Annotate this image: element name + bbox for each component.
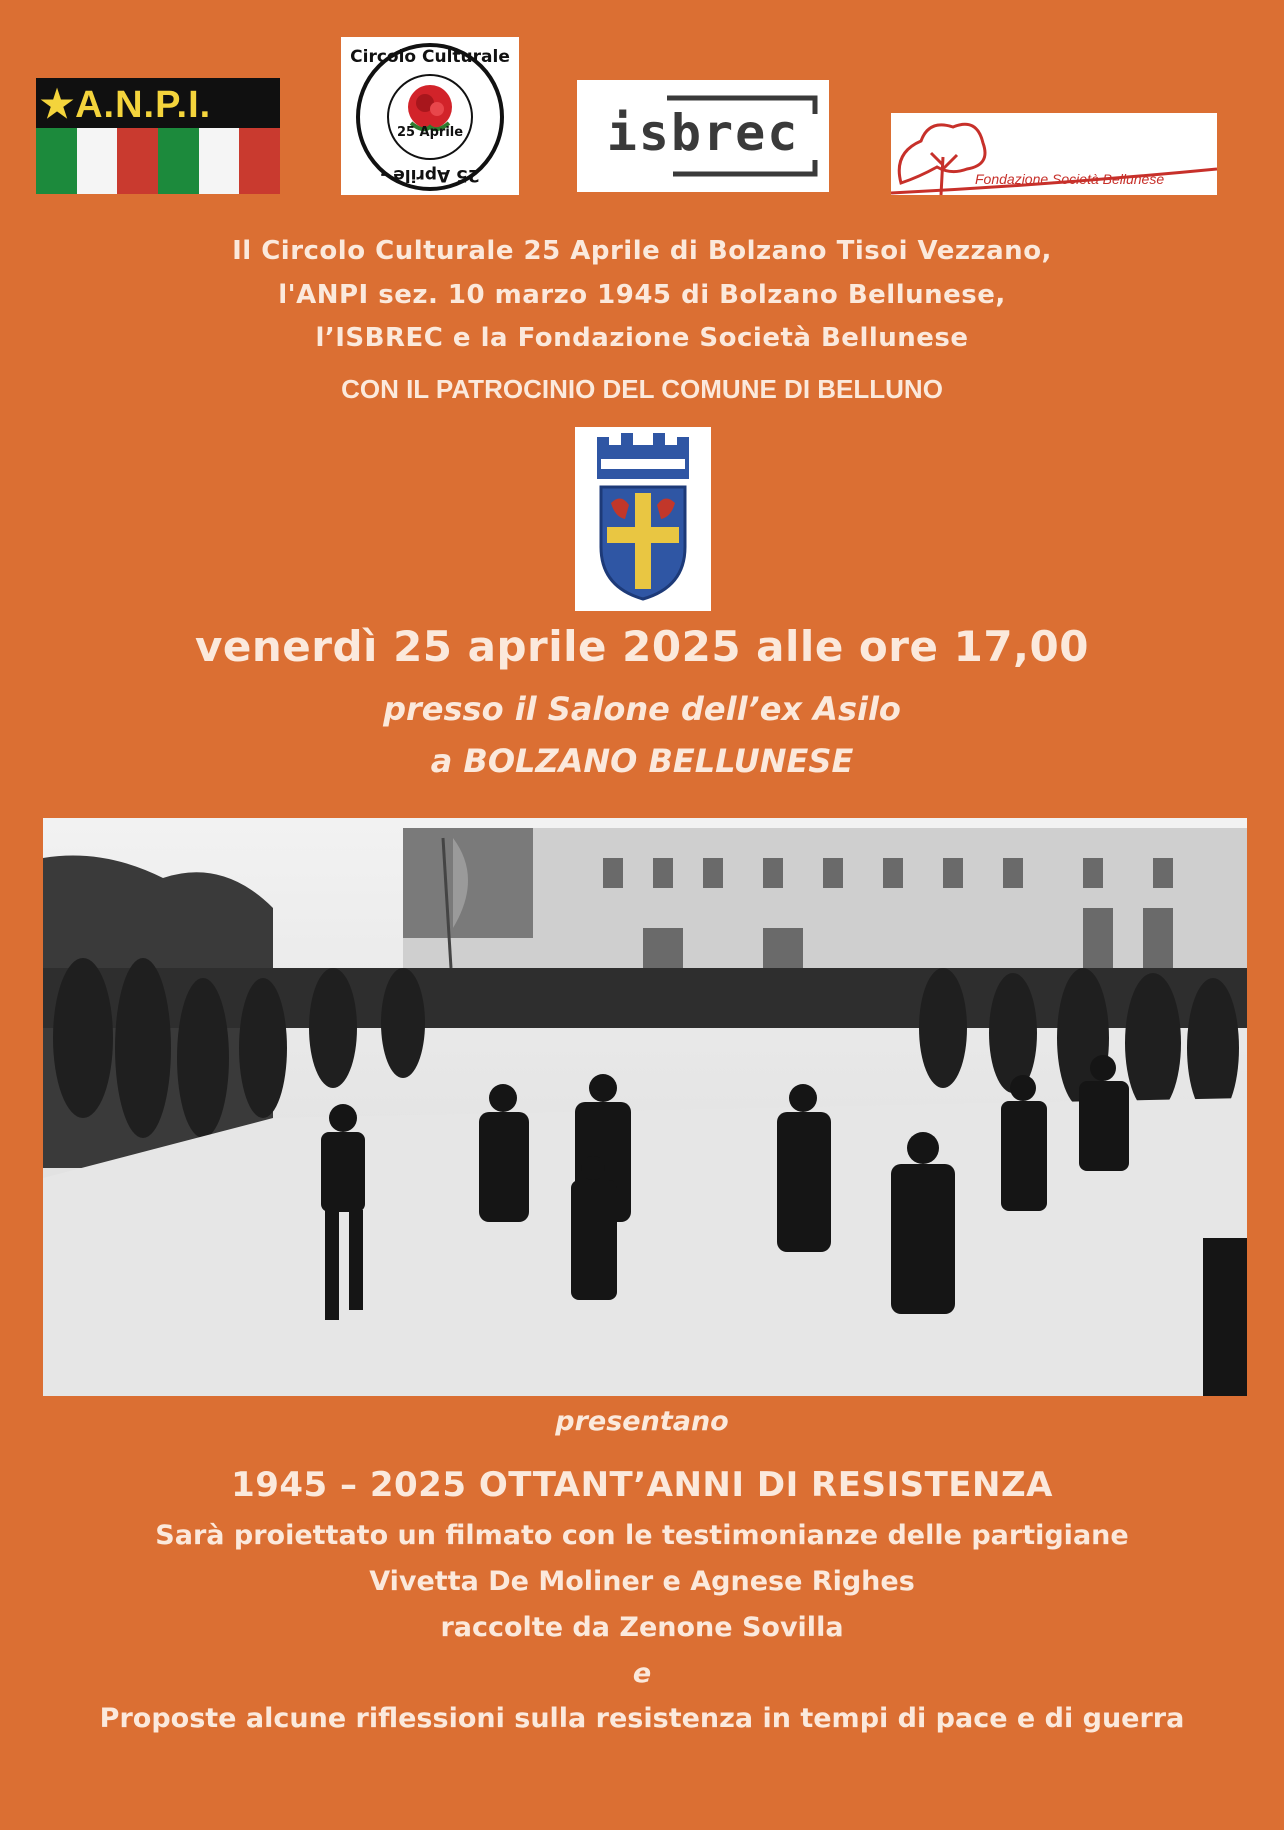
- parade-photo-illustration: [43, 818, 1247, 1396]
- historic-march-photo: [43, 818, 1247, 1396]
- isbrec-logo-text: isbrec: [606, 104, 800, 162]
- coat-of-arms: [575, 427, 711, 611]
- event-title: 1945 – 2025 OTTANT’ANNI DI RESISTENZA: [231, 1465, 1053, 1505]
- circolo-center-text: 25 Aprile: [396, 125, 464, 140]
- body-line-2: Vivetta De Moliner e Agnese Righes: [369, 1566, 915, 1597]
- patronage-text: CON IL PATROCINIO DEL COMUNE DI BELLUNO: [341, 374, 943, 404]
- circolo-top-text: Circolo Culturale: [350, 47, 510, 67]
- circolo-logo: [341, 37, 519, 195]
- circolo-bottom-text: 25 Aprile -: [380, 165, 480, 185]
- body-line-and: e: [632, 1658, 652, 1689]
- coat-of-arms-icon: [575, 427, 711, 611]
- anpi-logo-text: ★A.N.P.I.: [40, 84, 212, 126]
- organizer-line-1: Il Circolo Culturale 25 Aprile di Bolzano Tisoi Vezzano,: [232, 236, 1052, 266]
- event-date: venerdì 25 aprile 2025 alle ore 17,00: [195, 622, 1089, 671]
- event-venue-line-1: presso il Salone dell’ex Asilo: [383, 690, 901, 728]
- organizer-line-3: l’ISBREC e la Fondazione Società Bellunese: [315, 323, 969, 353]
- event-venue-line-2: a BOLZANO BELLUNESE: [430, 742, 854, 780]
- fondazione-logo-text: Fondazione Società Bellunese: [975, 171, 1165, 187]
- organizer-line-2: l'ANPI sez. 10 marzo 1945 di Bolzano Bellunese,: [278, 280, 1006, 310]
- fondazione-logo: [891, 113, 1217, 195]
- isbrec-logo: [577, 80, 829, 192]
- anpi-logo: [36, 78, 280, 194]
- body-line-1: Sarà proiettato un filmato con le testimonianze delle partigiane: [155, 1520, 1129, 1551]
- body-line-3: raccolte da Zenone Sovilla: [440, 1612, 844, 1643]
- presentano-text: presentano: [555, 1406, 729, 1437]
- rose-icon: [408, 85, 452, 129]
- body-line-5: Proposte alcune riflessioni sulla resistenza in tempi di pace e di guerra: [99, 1703, 1185, 1734]
